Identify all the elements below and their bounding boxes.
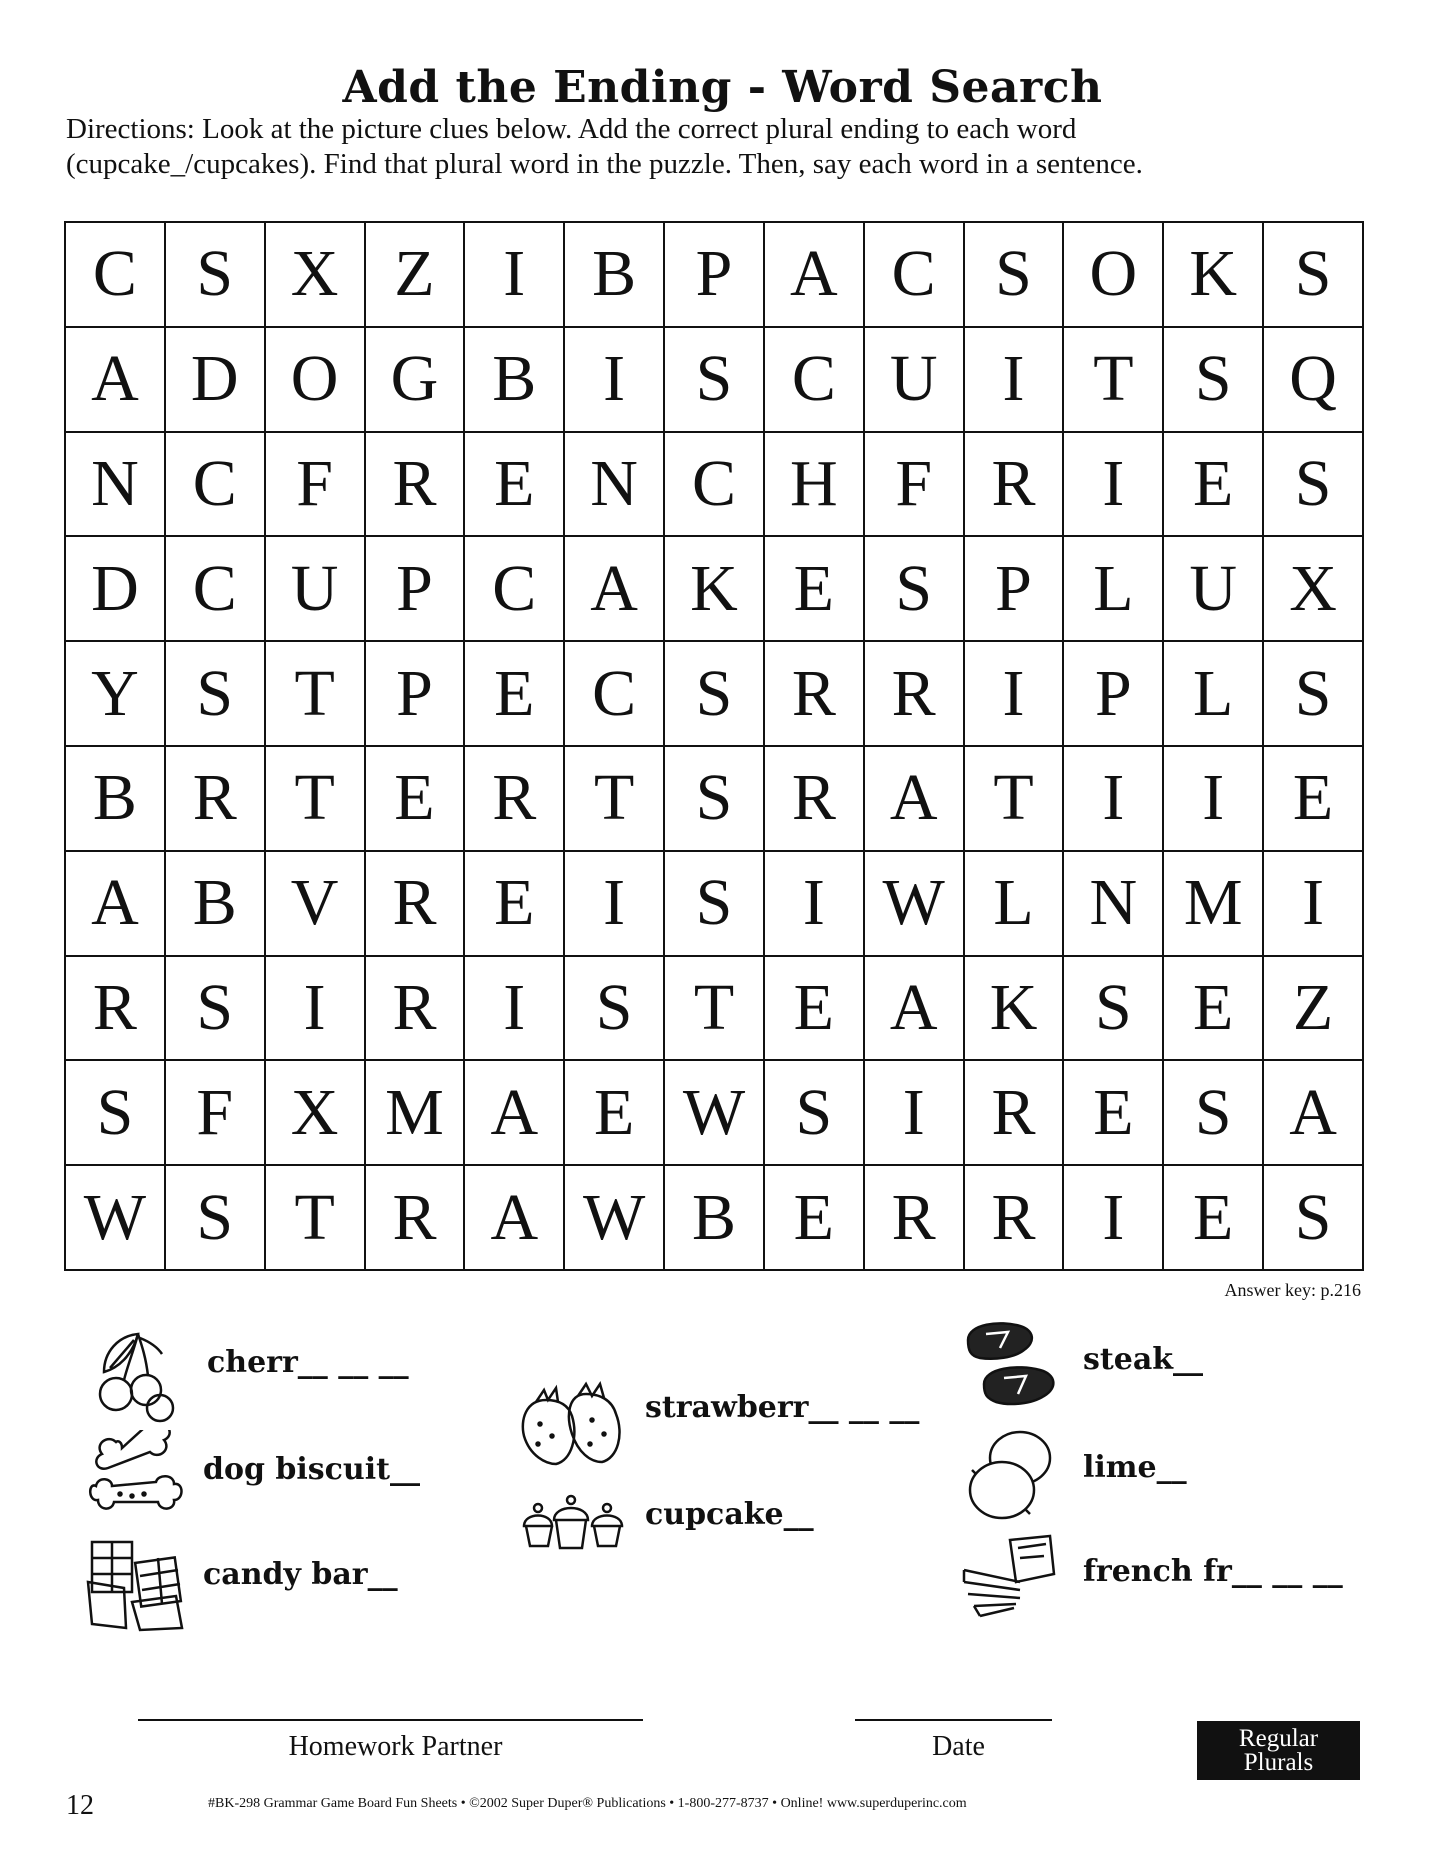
- grid-cell: T: [565, 747, 665, 852]
- grid-cell: S: [166, 642, 266, 747]
- grid-cell: A: [1264, 1061, 1364, 1166]
- grid-cell: E: [765, 957, 865, 1062]
- page-number: 12: [66, 1790, 94, 1821]
- dog-biscuit-icon: [86, 1430, 186, 1520]
- date-label: Date: [932, 1731, 985, 1762]
- grid-cell: T: [965, 747, 1065, 852]
- grid-cell: G: [366, 328, 466, 433]
- grid-cell: O: [266, 328, 366, 433]
- grid-cell: L: [965, 852, 1065, 957]
- grid-cell: C: [166, 433, 266, 538]
- grid-cell: I: [465, 957, 565, 1062]
- grid-cell: B: [665, 1166, 765, 1271]
- date-line: [855, 1719, 1052, 1721]
- grid-cell: V: [266, 852, 366, 957]
- grid-cell: S: [1264, 642, 1364, 747]
- cupcakes-icon: [518, 1486, 628, 1556]
- grid-cell: T: [665, 957, 765, 1062]
- grid-cell: A: [66, 328, 166, 433]
- grid-cell: R: [366, 433, 466, 538]
- steaks-icon: [960, 1318, 1068, 1422]
- grid-cell: I: [965, 328, 1065, 433]
- grid-cell: P: [1064, 642, 1164, 747]
- grid-cell: I: [865, 1061, 965, 1166]
- grid-cell: R: [166, 747, 266, 852]
- grid-cell: E: [765, 1166, 865, 1271]
- grid-cell: H: [765, 433, 865, 538]
- grid-cell: P: [366, 642, 466, 747]
- grid-cell: I: [565, 852, 665, 957]
- limes-icon: [962, 1428, 1058, 1524]
- page-title: Add the Ending - Word Search: [342, 62, 1103, 113]
- grid-cell: E: [366, 747, 466, 852]
- grid-cell: E: [465, 642, 565, 747]
- answer-key-note: Answer key: p.216: [1224, 1280, 1361, 1300]
- french-fries-icon: [960, 1530, 1060, 1620]
- grid-cell: F: [166, 1061, 266, 1166]
- grid-cell: E: [465, 433, 565, 538]
- grid-cell: L: [1064, 537, 1164, 642]
- grid-cell: R: [366, 957, 466, 1062]
- directions: [66, 112, 1386, 182]
- grid-cell: R: [865, 1166, 965, 1271]
- grid-cell: X: [1264, 537, 1364, 642]
- grid-cell: S: [1264, 1166, 1364, 1271]
- grid-cell: N: [565, 433, 665, 538]
- grid-cell: W: [665, 1061, 765, 1166]
- grid-cell: M: [1164, 852, 1264, 957]
- grid-cell: I: [765, 852, 865, 957]
- strawberries-icon: [516, 1380, 632, 1468]
- grid-cell: Z: [1264, 957, 1364, 1062]
- grid-cell: R: [965, 1061, 1065, 1166]
- grid-cell: S: [665, 852, 765, 957]
- grid-cell: S: [765, 1061, 865, 1166]
- clue-cherries: cherr__ __ __: [207, 1345, 409, 1380]
- grid-cell: I: [965, 642, 1065, 747]
- grid-cell: P: [965, 537, 1065, 642]
- grid-cell: Z: [366, 223, 466, 328]
- grid-cell: U: [865, 328, 965, 433]
- cherries-icon: [88, 1328, 180, 1424]
- grid-cell: C: [166, 537, 266, 642]
- homework-partner-line: [138, 1719, 643, 1721]
- grid-cell: C: [66, 223, 166, 328]
- clue-candy-bars: candy bar__: [203, 1557, 398, 1592]
- grid-cell: E: [1164, 433, 1264, 538]
- grid-cell: S: [166, 223, 266, 328]
- grid-cell: K: [665, 537, 765, 642]
- grid-cell: W: [865, 852, 965, 957]
- directions-line-2: (cupcake_/cupcakes). Find that plural word in the puzzle. Then, say each word in a sentence.: [66, 148, 1143, 180]
- grid-cell: P: [665, 223, 765, 328]
- grid-cell: D: [166, 328, 266, 433]
- grid-cell: R: [366, 1166, 466, 1271]
- clue-cupcakes: cupcake__: [645, 1497, 814, 1532]
- grid-cell: A: [565, 537, 665, 642]
- grid-cell: A: [66, 852, 166, 957]
- grid-cell: B: [66, 747, 166, 852]
- grid-cell: C: [565, 642, 665, 747]
- grid-cell: T: [1064, 328, 1164, 433]
- grid-cell: R: [66, 957, 166, 1062]
- grid-cell: E: [1164, 1166, 1264, 1271]
- grid-cell: S: [665, 328, 765, 433]
- topic-badge: [1197, 1721, 1360, 1780]
- grid-cell: S: [965, 223, 1065, 328]
- grid-cell: C: [865, 223, 965, 328]
- grid-cell: S: [66, 1061, 166, 1166]
- grid-cell: S: [166, 957, 266, 1062]
- grid-cell: X: [266, 1061, 366, 1166]
- grid-cell: C: [465, 537, 565, 642]
- grid-cell: N: [66, 433, 166, 538]
- grid-cell: P: [366, 537, 466, 642]
- topic-badge-line-1: Regular: [1238, 1724, 1319, 1752]
- word-search-grid: [64, 221, 1364, 1271]
- grid-cell: U: [266, 537, 366, 642]
- grid-cell: E: [565, 1061, 665, 1166]
- grid-cell: E: [1064, 1061, 1164, 1166]
- grid-cell: E: [1164, 957, 1264, 1062]
- grid-cell: I: [1064, 433, 1164, 538]
- grid-cell: S: [665, 642, 765, 747]
- grid-cell: D: [66, 537, 166, 642]
- grid-cell: S: [1164, 328, 1264, 433]
- footer-credits: #BK-298 Grammar Game Board Fun Sheets • ©2002 Super Duper® Publications • 1-800-277-8737 • Online! www.superduperinc.com: [208, 1796, 967, 1811]
- grid-cell: A: [465, 1166, 565, 1271]
- grid-cell: F: [266, 433, 366, 538]
- topic-badge-line-2: Plurals: [1243, 1748, 1314, 1776]
- grid-cell: R: [965, 1166, 1065, 1271]
- grid-cell: B: [565, 223, 665, 328]
- grid-cell: S: [1064, 957, 1164, 1062]
- grid-cell: S: [665, 747, 765, 852]
- grid-cell: N: [1064, 852, 1164, 957]
- clue-steaks: steak__: [1083, 1342, 1204, 1377]
- homework-partner-label: Homework Partner: [288, 1731, 503, 1762]
- grid-cell: E: [1264, 747, 1364, 852]
- grid-cell: B: [465, 328, 565, 433]
- grid-cell: S: [1164, 1061, 1264, 1166]
- grid-cell: Y: [66, 642, 166, 747]
- grid-cell: T: [266, 747, 366, 852]
- clue-dog-biscuits: dog biscuit__: [203, 1452, 421, 1487]
- grid-cell: W: [66, 1166, 166, 1271]
- grid-cell: R: [366, 852, 466, 957]
- grid-cell: K: [1164, 223, 1264, 328]
- grid-cell: R: [765, 642, 865, 747]
- clue-limes: lime__: [1083, 1450, 1187, 1485]
- grid-cell: S: [1264, 433, 1364, 538]
- grid-cell: M: [366, 1061, 466, 1166]
- grid-cell: C: [665, 433, 765, 538]
- grid-cell: E: [765, 537, 865, 642]
- grid-cell: A: [865, 957, 965, 1062]
- grid-cell: R: [865, 642, 965, 747]
- directions-line-1: Directions: Look at the picture clues below. Add the correct plural ending to each word: [66, 113, 1077, 145]
- grid-cell: A: [465, 1061, 565, 1166]
- grid-cell: W: [565, 1166, 665, 1271]
- grid-cell: C: [765, 328, 865, 433]
- grid-cell: O: [1064, 223, 1164, 328]
- grid-cell: I: [465, 223, 565, 328]
- grid-cell: Q: [1264, 328, 1364, 433]
- grid-cell: T: [266, 1166, 366, 1271]
- grid-cell: I: [1064, 1166, 1164, 1271]
- grid-cell: X: [266, 223, 366, 328]
- grid-cell: S: [865, 537, 965, 642]
- grid-cell: R: [965, 433, 1065, 538]
- clue-strawberries: strawberr__ __ __: [645, 1390, 920, 1425]
- grid-cell: K: [965, 957, 1065, 1062]
- grid-cell: R: [465, 747, 565, 852]
- grid-cell: U: [1164, 537, 1264, 642]
- grid-cell: E: [465, 852, 565, 957]
- grid-cell: S: [565, 957, 665, 1062]
- grid-cell: F: [865, 433, 965, 538]
- grid-cell: I: [1064, 747, 1164, 852]
- grid-cell: L: [1164, 642, 1264, 747]
- grid-cell: T: [266, 642, 366, 747]
- grid-cell: S: [166, 1166, 266, 1271]
- grid-cell: I: [1264, 852, 1364, 957]
- grid-cell: A: [765, 223, 865, 328]
- grid-cell: I: [565, 328, 665, 433]
- grid-cell: S: [1264, 223, 1364, 328]
- grid-cell: I: [266, 957, 366, 1062]
- grid-cell: I: [1164, 747, 1264, 852]
- grid-cell: R: [765, 747, 865, 852]
- grid-cell: A: [865, 747, 965, 852]
- candy-bar-icon: [84, 1532, 190, 1632]
- clue-french-fries: french fr__ __ __: [1083, 1554, 1343, 1589]
- grid-cell: B: [166, 852, 266, 957]
